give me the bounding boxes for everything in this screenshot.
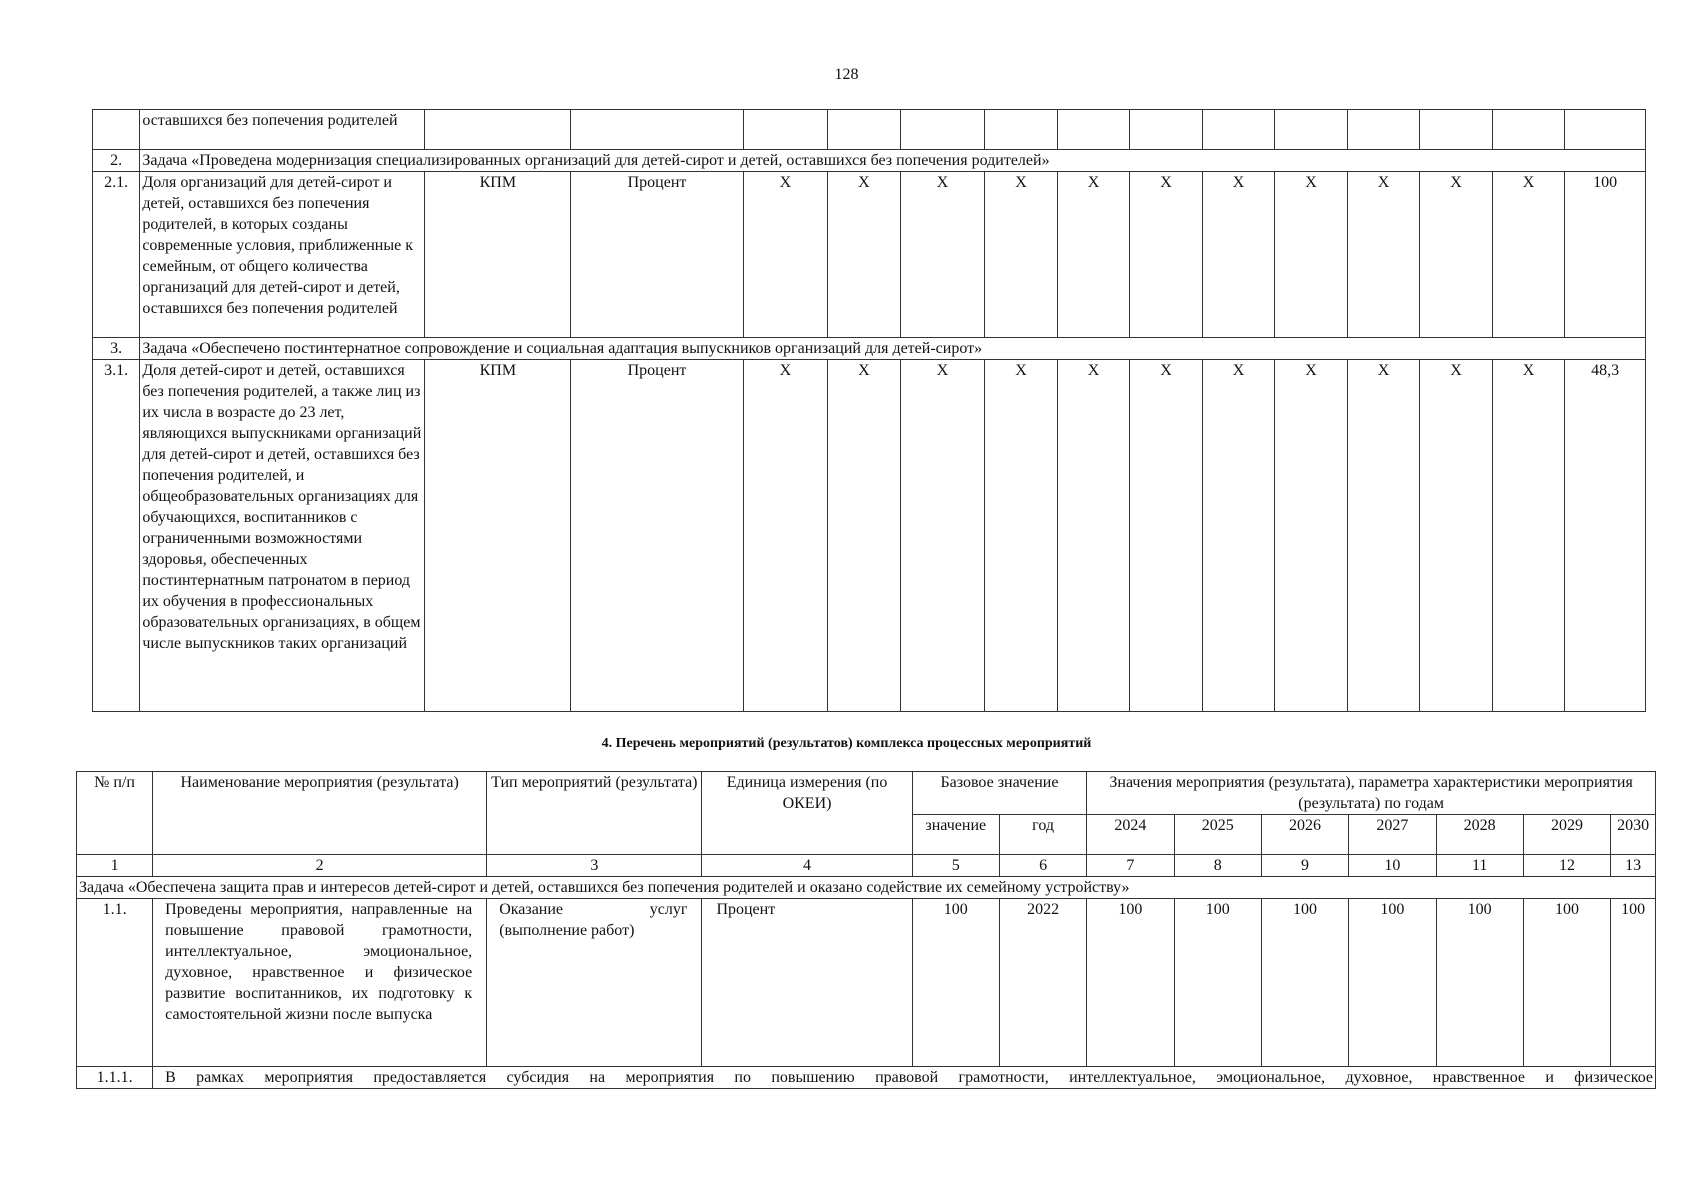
- section-title: 4. Перечень мероприятий (результатов) комплекса процессных мероприятий: [601, 736, 1092, 751]
- table-row: [77, 899, 1656, 1067]
- year-value: 100: [1349, 899, 1436, 1067]
- row-num: 1.1.1.: [77, 1067, 153, 1089]
- header-year: 2026: [1261, 815, 1348, 855]
- header-name: Наименование мероприятия (результата): [153, 772, 487, 855]
- value-cell: X: [743, 172, 828, 338]
- value-cell: X: [1420, 172, 1493, 338]
- row-num: 1.1.: [77, 899, 153, 1067]
- value-cell: X: [900, 360, 985, 712]
- value-cell: X: [1130, 172, 1203, 338]
- col-number: 13: [1611, 855, 1656, 877]
- table-row: [77, 1067, 1656, 1089]
- indicator-type: КПМ: [425, 172, 571, 338]
- table-row: [93, 172, 1646, 338]
- value-cell: X: [1202, 360, 1275, 712]
- col-number: 7: [1087, 855, 1174, 877]
- activity-type: Оказание услуг (выполнение работ): [487, 899, 702, 1067]
- header-values: Значения мероприятия (результата), параметра характеристики мероприятия (результата) по годам: [1087, 772, 1656, 815]
- value-cell: X: [985, 360, 1058, 712]
- activity-description: В рамках мероприятия предоставляется субсидия на мероприятия по повышению правовой грамотности, интеллектуальное, эмоциональное, духовное, нравственное и физическое: [153, 1067, 1656, 1089]
- col-number: 5: [912, 855, 999, 877]
- year-value: 100: [1611, 899, 1656, 1067]
- header-year: 2030: [1611, 815, 1656, 855]
- year-value: 100: [1436, 899, 1523, 1067]
- row-num: 3.1.: [93, 360, 140, 712]
- header-base-value: значение: [912, 815, 999, 855]
- task-num: 2.: [93, 150, 140, 172]
- col-number: 10: [1349, 855, 1436, 877]
- col-number: 8: [1174, 855, 1261, 877]
- col-number: 12: [1523, 855, 1610, 877]
- indicator-unit: Процент: [571, 360, 743, 712]
- value-cell: X: [828, 360, 901, 712]
- year-value: 100: [1261, 899, 1348, 1067]
- base-value: 100: [912, 899, 999, 1067]
- value-cell: X: [1057, 360, 1130, 712]
- final-value: 100: [1565, 172, 1646, 338]
- table-row: [93, 110, 1646, 150]
- indicators-table: [92, 109, 1646, 712]
- value-cell: X: [1130, 360, 1203, 712]
- final-value: 48,3: [1565, 360, 1646, 712]
- task-text: Задача «Проведена модернизация специализированных организаций для детей-сирот и детей, оставшихся без попечения родителей»: [140, 150, 1646, 172]
- col-number: 2: [153, 855, 487, 877]
- task-num: 3.: [93, 338, 140, 360]
- indicator-name: Доля детей-сирот и детей, оставшихся без попечения родителей, а также лиц из их числа в возрасте до 23 лет, являющихся выпускниками организаций для детей-сирот и детей, оставшихся без попечения родителей, и общеобразовательных организациях для обучающихся, воспитанников с ограниченными возможностями здоровья, обеспеченных постинтернатным патронатом в период их обучения в профессиональных образовательных организациях, в общем числе выпускников таких организаций: [140, 360, 425, 712]
- value-cell: X: [743, 360, 828, 712]
- activities-table: [76, 771, 1656, 1089]
- year-value: 100: [1174, 899, 1261, 1067]
- task-text: Задача «Обеспечена защита прав и интересов детей-сирот и детей, оставшихся без попечения родителей и оказано содействие их семейному устройству»: [77, 877, 1656, 899]
- task-row: [77, 877, 1656, 899]
- task-row: [93, 338, 1646, 360]
- value-cell: X: [828, 172, 901, 338]
- col-number: 11: [1436, 855, 1523, 877]
- row-num: 2.1.: [93, 172, 140, 338]
- header-type: Тип мероприятий (результата): [487, 772, 702, 855]
- year-value: 100: [1523, 899, 1610, 1067]
- col-number: 9: [1261, 855, 1348, 877]
- indicator-unit: Процент: [571, 172, 743, 338]
- header-num: № п/п: [77, 772, 153, 855]
- value-cell: X: [1492, 360, 1565, 712]
- header-base: Базовое значение: [912, 772, 1087, 815]
- year-value: 100: [1087, 899, 1174, 1067]
- value-cell: X: [1420, 360, 1493, 712]
- value-cell: X: [1492, 172, 1565, 338]
- col-number: 6: [999, 855, 1086, 877]
- value-cell: X: [1057, 172, 1130, 338]
- col-number: 4: [702, 855, 912, 877]
- header-year: 2025: [1174, 815, 1261, 855]
- base-year: 2022: [999, 899, 1086, 1067]
- value-cell: X: [1275, 360, 1348, 712]
- col-number: 1: [77, 855, 153, 877]
- table-row: [93, 360, 1646, 712]
- value-cell: X: [900, 172, 985, 338]
- header-row: [77, 772, 1656, 815]
- activity-unit: Процент: [702, 899, 912, 1067]
- task-row: [93, 150, 1646, 172]
- header-year: 2028: [1436, 815, 1523, 855]
- value-cell: X: [1202, 172, 1275, 338]
- value-cell: X: [1347, 360, 1420, 712]
- activity-name: Проведены мероприятия, направленные на повышение правовой грамотности, интеллектуальное, эмоциональное, духовное, нравственное и физическое развитие воспитанников, их подготовку к самостоятельной жизни после выпуска: [153, 899, 487, 1067]
- value-cell: X: [1275, 172, 1348, 338]
- header-year: 2029: [1523, 815, 1610, 855]
- header-year: 2024: [1087, 815, 1174, 855]
- page-number: 128: [834, 66, 859, 83]
- row-num: [93, 110, 140, 150]
- value-cell: X: [1347, 172, 1420, 338]
- indicator-type: КПМ: [425, 360, 571, 712]
- task-text: Задача «Обеспечено постинтернатное сопровождение и социальная адаптация выпускников организаций для детей-сирот»: [140, 338, 1646, 360]
- indicator-name: оставшихся без попечения родителей: [140, 110, 425, 150]
- header-base-year: год: [999, 815, 1086, 855]
- header-year: 2027: [1349, 815, 1436, 855]
- col-number: 3: [487, 855, 702, 877]
- value-cell: X: [985, 172, 1058, 338]
- header-unit: Единица измерения (по ОКЕИ): [702, 772, 912, 855]
- column-numbers-row: [77, 855, 1656, 877]
- indicator-name: Доля организаций для детей-сирот и детей, оставшихся без попечения родителей, в которых созданы современные условия, приближенные к семейным, от общего количества организаций для детей-сирот и детей, оставшихся без попечения родителей: [140, 172, 425, 338]
